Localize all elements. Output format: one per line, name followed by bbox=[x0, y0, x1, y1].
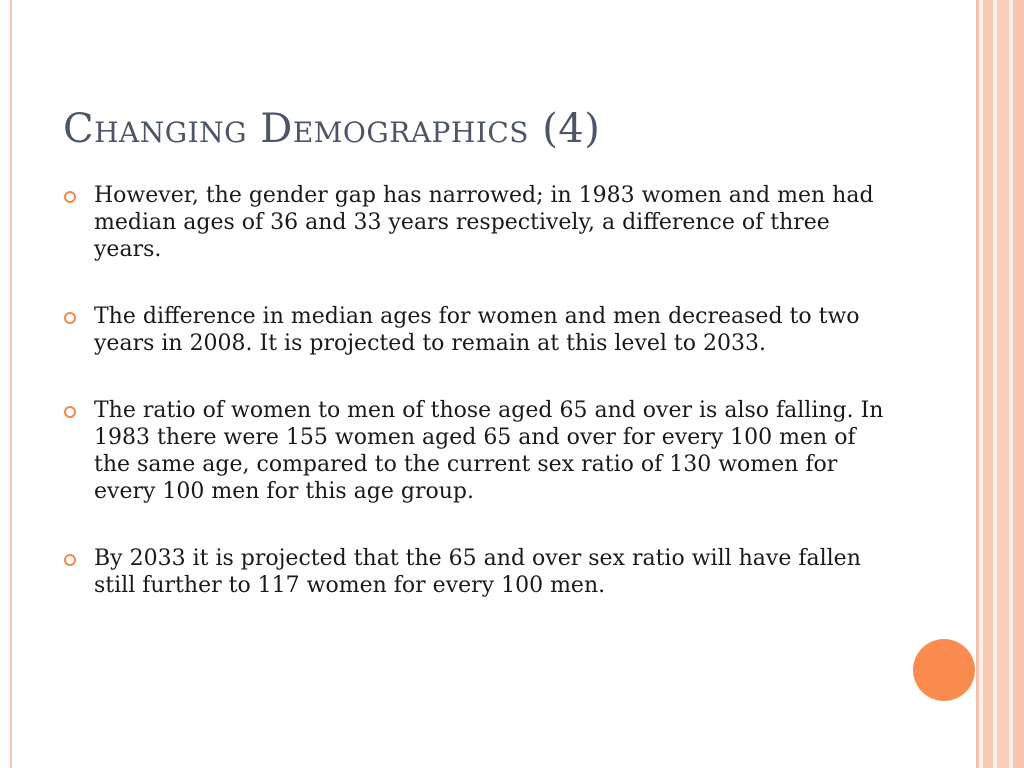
bullet-text: By 2033 it is projected that the 65 and over sex ratio will have fallen still further to 117 women for every 100 men. bbox=[94, 546, 861, 598]
bullet-item bbox=[64, 182, 884, 263]
right-stripe bbox=[1013, 0, 1024, 768]
bullet-item bbox=[64, 545, 884, 599]
bullet-text: The ratio of women to men of those aged 65 and over is also falling. In 1983 there were 155 women aged 65 and over for every 100 men of the same age, compared to the current sex ratio of 130 women for every 100 men for this age group. bbox=[94, 398, 884, 504]
bullet-circle-icon bbox=[64, 406, 76, 418]
bullet-text: The difference in median ages for women and men decreased to two years in 2008. It is projected to remain at this level to 2033. bbox=[94, 304, 860, 356]
bullet-item bbox=[64, 397, 884, 505]
bullet-circle-icon bbox=[64, 312, 76, 324]
bullet-text: However, the gender gap has narrowed; in 1983 women and men had median ages of 36 and 33 years respectively, a difference of three years. bbox=[94, 183, 874, 262]
bullet-item bbox=[64, 303, 884, 357]
left-border-line bbox=[10, 0, 12, 768]
slide-title: Changing Demographics (4) bbox=[63, 106, 601, 152]
right-stripe bbox=[983, 0, 993, 768]
bullet-circle-icon bbox=[64, 191, 76, 203]
bullet-circle-icon bbox=[64, 554, 76, 566]
decorative-circle bbox=[913, 639, 975, 701]
right-stripe bbox=[997, 0, 1009, 768]
right-stripe bbox=[976, 0, 979, 768]
bullet-list bbox=[64, 182, 884, 639]
